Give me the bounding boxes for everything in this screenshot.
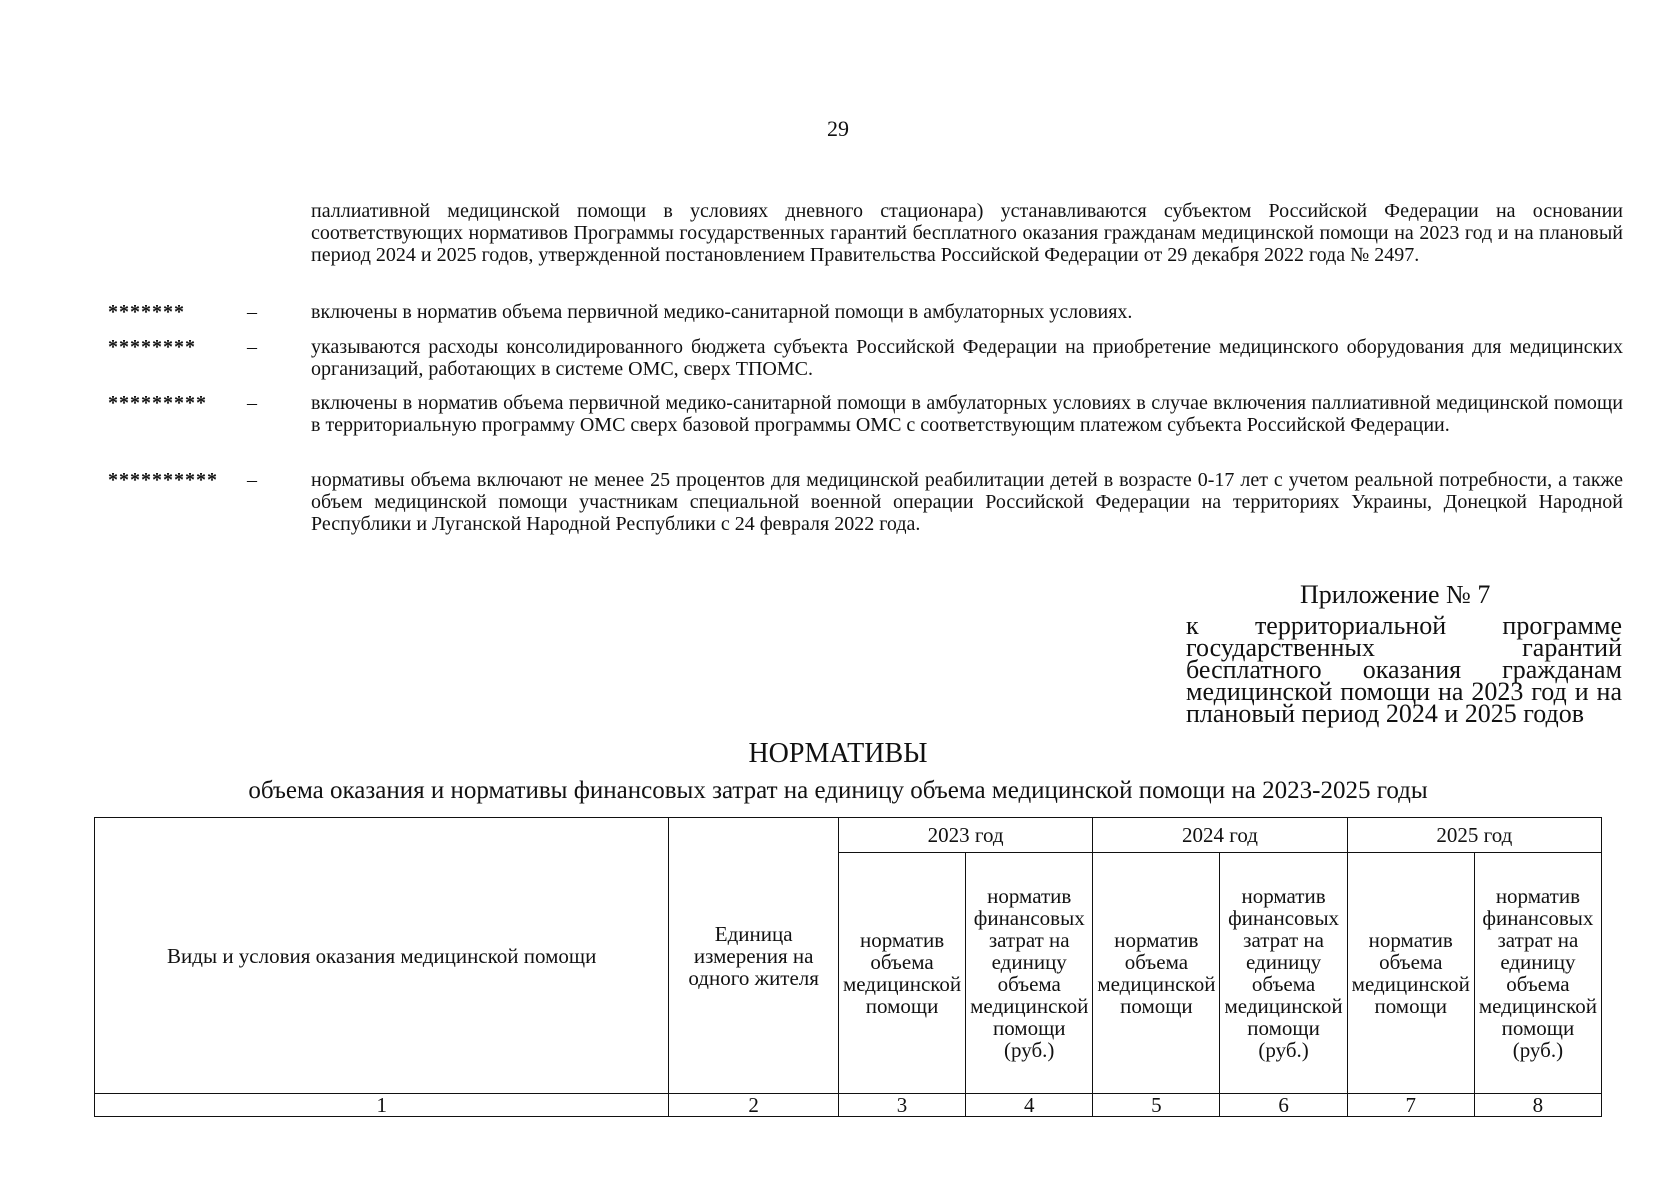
header-year-2025: 2025 год	[1347, 818, 1601, 853]
header-year-2023: 2023 год	[838, 818, 1092, 853]
header-cost-norm: норматив финансовых затрат на единицу объема медицинской помощи (руб.)	[1474, 853, 1601, 1094]
header-cost-norm: норматив финансовых затрат на единицу объема медицинской помощи (руб.)	[966, 853, 1093, 1094]
column-number: 7	[1347, 1094, 1474, 1117]
column-number: 4	[966, 1094, 1093, 1117]
column-number: 5	[1093, 1094, 1220, 1117]
norms-table	[94, 817, 1602, 1117]
header-volume-norm: норматив объема медицинской помощи	[1093, 853, 1220, 1094]
column-number: 2	[669, 1094, 839, 1117]
page-number: 29	[827, 116, 849, 141]
footnote-text: указываются расходы консолидированного бюджета субъекта Российской Федерации на приобретение медицинского оборудования для медицинских организаций, работающих в системе ОМС, сверх ТПОМС.	[311, 336, 1623, 380]
footnote-dash: –	[247, 469, 257, 491]
column-number: 3	[838, 1094, 965, 1117]
column-number: 8	[1474, 1094, 1601, 1117]
header-care-types: Виды и условия оказания медицинской помощи	[95, 818, 669, 1094]
footnote-text: нормативы объема включают не менее 25 процентов для медицинской реабилитации детей в возрасте 0-17 лет с учетом реальной потребности, а также объем медицинской помощи участникам специальной военной операции Российской Федерации на территориях Украины, Донецкой Народной Республики и Луганской Народной Республики с 24 февраля 2022 года.	[311, 469, 1623, 535]
document-subtitle: объема оказания и нормативы финансовых затрат на единицу объема медицинской помощи на 2023-2025 годы	[248, 777, 1428, 804]
footnote-text: включены в норматив объема первичной медико-санитарной помощи в амбулаторных условиях в случае включения паллиативной медицинской помощи в территориальную программу ОМС сверх базовой программы ОМС с соответствующим платежом субъекта Российской Федерации.	[311, 392, 1623, 436]
footnote-dash: –	[247, 336, 257, 358]
footnote-dash: –	[247, 392, 257, 414]
column-number: 1	[95, 1094, 669, 1117]
appendix-title: Приложение № 7	[1300, 580, 1491, 609]
header-cost-norm: норматив финансовых затрат на единицу объема медицинской помощи (руб.)	[1220, 853, 1347, 1094]
document-title: НОРМАТИВЫ	[748, 738, 928, 769]
table-header-row-years	[95, 818, 1602, 853]
header-unit: Единица измерения на одного жителя	[669, 818, 839, 1094]
column-number: 6	[1220, 1094, 1347, 1117]
table-column-numbers-row	[95, 1094, 1602, 1117]
footnote-text: включены в норматив объема первичной медико-санитарной помощи в амбулаторных условиях.	[311, 301, 1133, 323]
footnote-marker: **********	[108, 469, 218, 491]
header-year-2024: 2024 год	[1093, 818, 1347, 853]
footnote-marker: ********	[108, 336, 196, 358]
footnote-marker: *********	[108, 392, 207, 414]
appendix-description: к территориальной программе государственных гарантий бесплатного оказания гражданам медицинской помощи на 2023 год и на плановый период 2024 и 2025 годов	[1186, 611, 1622, 728]
intro-paragraph: паллиативной медицинской помощи в условиях дневного стационара) устанавливаются субъектом Российской Федерации на основании соответствующих нормативов Программы государственных гарантий бесплатного оказания гражданам медицинской помощи на 2023 год и на плановый период 2024 и 2025 годов, утвержденной постановлением Правительства Российской Федерации от 29 декабря 2022 года № 2497.	[311, 200, 1623, 266]
header-volume-norm: норматив объема медицинской помощи	[1347, 853, 1474, 1094]
footnote-dash: –	[247, 301, 257, 323]
header-volume-norm: норматив объема медицинской помощи	[838, 853, 965, 1094]
footnote-marker: *******	[108, 301, 185, 323]
